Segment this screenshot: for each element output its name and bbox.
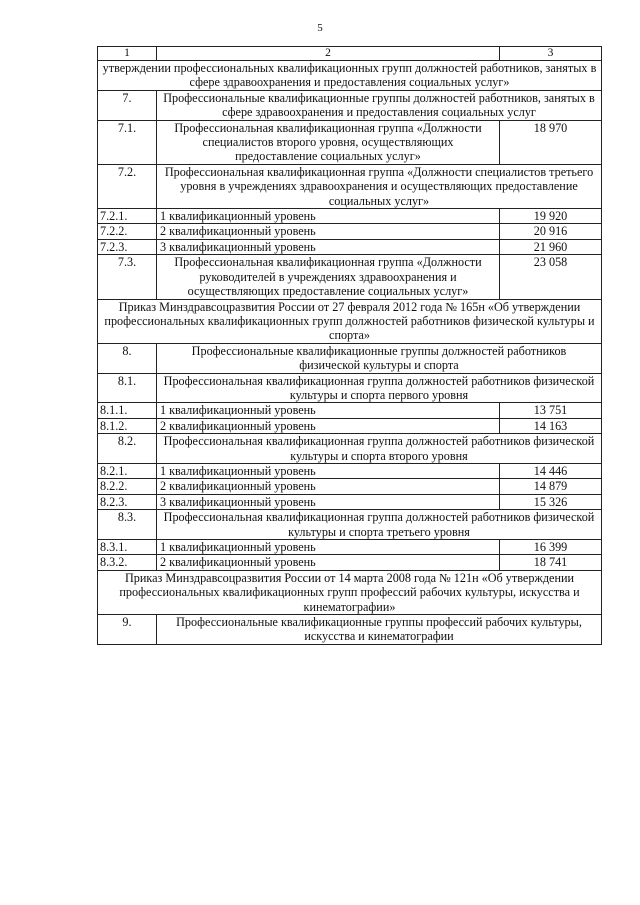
order-continuation-text: утверждении профессиональных квалификационных групп должностей работников, занятых в сфере здравоохранения и предоставления социальных услуг» bbox=[98, 61, 602, 91]
table-row bbox=[98, 434, 602, 464]
row-number: 8.1.2. bbox=[98, 418, 157, 433]
row-number: 7.2.3. bbox=[98, 239, 157, 254]
salary-table bbox=[97, 46, 602, 645]
salary-value: 20 916 bbox=[500, 224, 602, 239]
level-label: 3 квалификационный уровень bbox=[157, 239, 500, 254]
row-number: 7.1. bbox=[98, 120, 157, 164]
table-row bbox=[98, 540, 602, 555]
page-number: 5 bbox=[317, 22, 323, 34]
table-header-row bbox=[98, 47, 602, 61]
level-label: 1 квалификационный уровень bbox=[157, 209, 500, 224]
table-row bbox=[98, 479, 602, 494]
table-row bbox=[98, 615, 602, 645]
salary-value: 21 960 bbox=[500, 239, 602, 254]
row-number: 7.3. bbox=[98, 255, 157, 299]
row-number: 8.2.1. bbox=[98, 463, 157, 478]
order-row bbox=[98, 299, 602, 343]
group-description: Профессиональная квалификационная группа «Должности специалистов второго уровня, осуществляющих предоставление социальных услуг» bbox=[157, 120, 500, 164]
table-row bbox=[98, 120, 602, 164]
table-row bbox=[98, 255, 602, 299]
salary-value: 18 741 bbox=[500, 555, 602, 570]
row-number: 7.2. bbox=[98, 164, 157, 208]
order-row bbox=[98, 570, 602, 614]
level-label: 2 квалификационный уровень bbox=[157, 479, 500, 494]
row-number: 8.2.3. bbox=[98, 494, 157, 509]
header-col-3: 3 bbox=[500, 47, 602, 61]
table-row bbox=[98, 373, 602, 403]
row-number: 8.3. bbox=[98, 510, 157, 540]
level-label: 1 квалификационный уровень bbox=[157, 540, 500, 555]
table-row bbox=[98, 164, 602, 208]
table-row bbox=[98, 418, 602, 433]
row-number: 7. bbox=[98, 90, 157, 120]
table-row bbox=[98, 239, 602, 254]
row-number: 8.1. bbox=[98, 373, 157, 403]
level-label: 2 квалификационный уровень bbox=[157, 224, 500, 239]
salary-value: 14 163 bbox=[500, 418, 602, 433]
table-row bbox=[98, 510, 602, 540]
row-number: 8.2.2. bbox=[98, 479, 157, 494]
level-label: 3 квалификационный уровень bbox=[157, 494, 500, 509]
header-col-2: 2 bbox=[157, 47, 500, 61]
salary-value: 23 058 bbox=[500, 255, 602, 299]
group-title: Профессиональные квалификационные группы должностей работников физической культуры и спорта bbox=[157, 343, 602, 373]
table-row bbox=[98, 90, 602, 120]
table-row bbox=[98, 494, 602, 509]
order-text: Приказ Минздравсоцразвития России от 27 февраля 2012 года № 165н «Об утверждении профессиональных квалификационных групп должностей работников физической культуры и спорта» bbox=[98, 299, 602, 343]
table-row bbox=[98, 403, 602, 418]
group-description: Профессиональная квалификационная группа должностей работников физической культуры и спорта второго уровня bbox=[157, 434, 602, 464]
level-label: 1 квалификационный уровень bbox=[157, 463, 500, 478]
group-title: Профессиональные квалификационные группы должностей работников, занятых в сфере здравоохранения и предоставления социальных услуг bbox=[157, 90, 602, 120]
row-number: 9. bbox=[98, 615, 157, 645]
table-row bbox=[98, 209, 602, 224]
level-label: 2 квалификационный уровень bbox=[157, 555, 500, 570]
salary-value: 15 326 bbox=[500, 494, 602, 509]
order-continuation-row bbox=[98, 61, 602, 91]
table-row bbox=[98, 555, 602, 570]
salary-value: 14 446 bbox=[500, 463, 602, 478]
table-row bbox=[98, 343, 602, 373]
table-row bbox=[98, 463, 602, 478]
group-description: Профессиональная квалификационная группа «Должности руководителей в учреждениях здравоохранения и осуществляющих предоставление социальных услуг» bbox=[157, 255, 500, 299]
table-row bbox=[98, 224, 602, 239]
row-number: 7.2.1. bbox=[98, 209, 157, 224]
row-number: 8.3.2. bbox=[98, 555, 157, 570]
salary-value: 16 399 bbox=[500, 540, 602, 555]
row-number: 8.1.1. bbox=[98, 403, 157, 418]
salary-value: 14 879 bbox=[500, 479, 602, 494]
salary-value: 13 751 bbox=[500, 403, 602, 418]
group-description: Профессиональная квалификационная группа «Должности специалистов третьего уровня в учреждениях здравоохранения и осуществляющих предоставление социальных услуг» bbox=[157, 164, 602, 208]
salary-value: 19 920 bbox=[500, 209, 602, 224]
row-number: 7.2.2. bbox=[98, 224, 157, 239]
header-col-1: 1 bbox=[98, 47, 157, 61]
row-number: 8. bbox=[98, 343, 157, 373]
row-number: 8.3.1. bbox=[98, 540, 157, 555]
salary-value: 18 970 bbox=[500, 120, 602, 164]
group-description: Профессиональная квалификационная группа должностей работников физической культуры и спорта третьего уровня bbox=[157, 510, 602, 540]
group-title: Профессиональные квалификационные группы профессий рабочих культуры, искусства и кинематографии bbox=[157, 615, 602, 645]
order-text: Приказ Минздравсоцразвития России от 14 марта 2008 года № 121н «Об утверждении профессиональных квалификационных групп профессий рабочих культуры, искусства и кинематографии» bbox=[98, 570, 602, 614]
level-label: 1 квалификационный уровень bbox=[157, 403, 500, 418]
row-number: 8.2. bbox=[98, 434, 157, 464]
group-description: Профессиональная квалификационная группа должностей работников физической культуры и спорта первого уровня bbox=[157, 373, 602, 403]
level-label: 2 квалификационный уровень bbox=[157, 418, 500, 433]
